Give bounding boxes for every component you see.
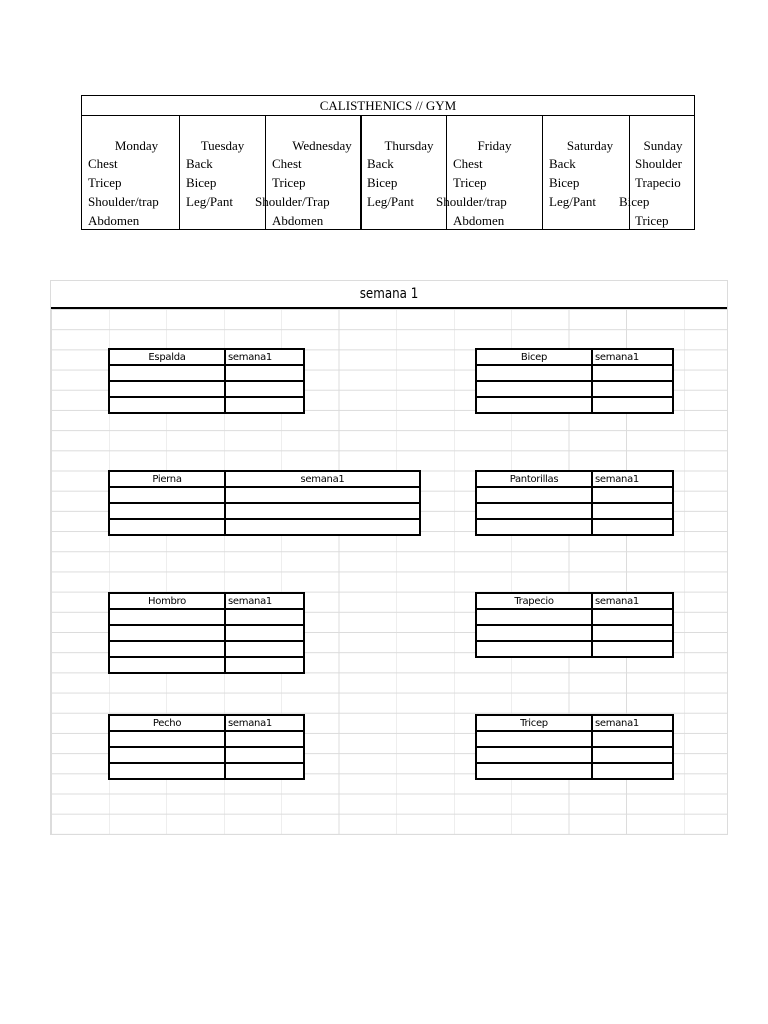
day-column-monday <box>82 116 179 229</box>
day-name: Monday <box>114 138 159 153</box>
table-cell[interactable] <box>476 625 592 641</box>
table-cell[interactable] <box>109 731 225 747</box>
exercise: Shoulder/Trap <box>255 194 330 209</box>
day-name: Sunday <box>643 138 683 153</box>
exercise: Leg/Pant <box>367 194 414 209</box>
exercise: Leg/Pant <box>549 194 596 209</box>
table-cell[interactable] <box>476 641 592 657</box>
table-cell[interactable] <box>225 487 420 503</box>
table-cell[interactable] <box>225 641 304 657</box>
table-cell[interactable] <box>592 625 673 641</box>
table-cell[interactable] <box>476 365 592 381</box>
table-cell[interactable] <box>225 609 304 625</box>
table-cell[interactable] <box>592 365 673 381</box>
exercise: Abdomen <box>88 213 140 228</box>
table-cell[interactable] <box>592 519 673 535</box>
table-cell[interactable] <box>225 747 304 763</box>
exercise: Bicep <box>619 194 650 209</box>
exercise: Bicep <box>186 175 217 190</box>
table-cell[interactable] <box>476 397 592 413</box>
exercise: Tricep <box>635 213 669 228</box>
table-header-name: Pecho <box>109 715 225 731</box>
workout-schedule-table <box>81 95 695 230</box>
exercise: Abdomen <box>453 213 505 228</box>
table-cell[interactable] <box>225 365 304 381</box>
table-header-name: Espalda <box>109 349 225 365</box>
table-cell[interactable] <box>592 731 673 747</box>
day-column-friday <box>436 116 542 229</box>
table-header-week: semana1 <box>592 593 673 609</box>
day-column-thursday <box>360 116 446 229</box>
table-hombro <box>108 592 305 674</box>
table-pecho <box>108 714 305 780</box>
table-cell[interactable] <box>225 381 304 397</box>
table-header-week: semana1 <box>225 471 420 487</box>
table-pierna <box>108 470 421 536</box>
day-name: Wednesday <box>292 138 352 153</box>
table-cell[interactable] <box>225 763 304 779</box>
table-cell[interactable] <box>592 641 673 657</box>
table-cell[interactable] <box>476 487 592 503</box>
day-column-sunday <box>619 116 696 229</box>
table-header-week: semana1 <box>225 349 304 365</box>
table-cell[interactable] <box>592 487 673 503</box>
table-cell[interactable] <box>476 763 592 779</box>
table-tricep <box>475 714 674 780</box>
table-cell[interactable] <box>109 365 225 381</box>
day-name: Friday <box>477 138 512 153</box>
table-cell[interactable] <box>592 381 673 397</box>
exercise: Chest <box>272 156 302 171</box>
table-cell[interactable] <box>109 609 225 625</box>
exercise: Tricep <box>88 175 122 190</box>
table-cell[interactable] <box>225 625 304 641</box>
exercise: Shoulder/trap <box>88 194 159 209</box>
exercise: Leg/Pant <box>186 194 233 209</box>
table-header-name: Hombro <box>109 593 225 609</box>
day-column-saturday <box>542 116 629 229</box>
table-cell[interactable] <box>592 763 673 779</box>
table-header-week: semana1 <box>592 349 673 365</box>
exercise: Back <box>549 156 576 171</box>
table-header-week: semana1 <box>225 715 304 731</box>
table-cell[interactable] <box>109 641 225 657</box>
schedule-title: CALISTHENICS // GYM <box>82 96 694 116</box>
table-cell[interactable] <box>225 731 304 747</box>
table-header-week: semana1 <box>592 471 673 487</box>
table-cell[interactable] <box>476 731 592 747</box>
table-cell[interactable] <box>476 609 592 625</box>
table-cell[interactable] <box>109 747 225 763</box>
table-cell[interactable] <box>109 397 225 413</box>
table-cell[interactable] <box>476 503 592 519</box>
table-pantorillas <box>475 470 674 536</box>
exercise: Tricep <box>272 175 306 190</box>
table-cell[interactable] <box>592 609 673 625</box>
table-cell[interactable] <box>109 625 225 641</box>
table-cell[interactable] <box>476 381 592 397</box>
day-column-tuesday <box>179 116 265 229</box>
exercise: Shoulder/trap <box>436 194 507 209</box>
exercise: Trapecio <box>635 175 681 190</box>
exercise: Back <box>186 156 213 171</box>
table-header-name: Trapecio <box>476 593 592 609</box>
table-espalda <box>108 348 305 414</box>
table-bicep <box>475 348 674 414</box>
table-cell[interactable] <box>225 657 304 673</box>
table-header-name: Pierna <box>109 471 225 487</box>
table-cell[interactable] <box>592 397 673 413</box>
table-header-name: Pantorillas <box>476 471 592 487</box>
day-name: Tuesday <box>200 138 245 153</box>
table-cell[interactable] <box>109 381 225 397</box>
spreadsheet-area <box>50 280 728 835</box>
exercise: Back <box>367 156 394 171</box>
table-cell[interactable] <box>476 747 592 763</box>
table-cell[interactable] <box>225 519 420 535</box>
exercise: Chest <box>453 156 483 171</box>
table-header-name: Tricep <box>476 715 592 731</box>
exercise: Bicep <box>549 175 580 190</box>
table-cell[interactable] <box>592 503 673 519</box>
day-name: Saturday <box>566 138 614 153</box>
table-cell[interactable] <box>109 519 225 535</box>
table-header-name: Bicep <box>476 349 592 365</box>
exercise: Chest <box>88 156 118 171</box>
sheet-title: semana 1 <box>359 286 419 302</box>
table-cell[interactable] <box>109 487 225 503</box>
table-cell[interactable] <box>225 503 420 519</box>
table-cell[interactable] <box>109 763 225 779</box>
exercise: Abdomen <box>272 213 324 228</box>
exercise: Shoulder <box>635 156 682 171</box>
table-header-week: semana1 <box>225 593 304 609</box>
exercise: Bicep <box>367 175 398 190</box>
table-cell[interactable] <box>109 657 225 673</box>
exercise: Tricep <box>453 175 487 190</box>
table-cell[interactable] <box>592 747 673 763</box>
table-cell[interactable] <box>476 519 592 535</box>
table-cell[interactable] <box>225 397 304 413</box>
table-trapecio <box>475 592 674 658</box>
sheet-title-band <box>51 281 727 309</box>
table-cell[interactable] <box>109 503 225 519</box>
day-name: Thursday <box>384 138 434 153</box>
table-header-week: semana1 <box>592 715 673 731</box>
day-column-wednesday <box>255 116 360 229</box>
